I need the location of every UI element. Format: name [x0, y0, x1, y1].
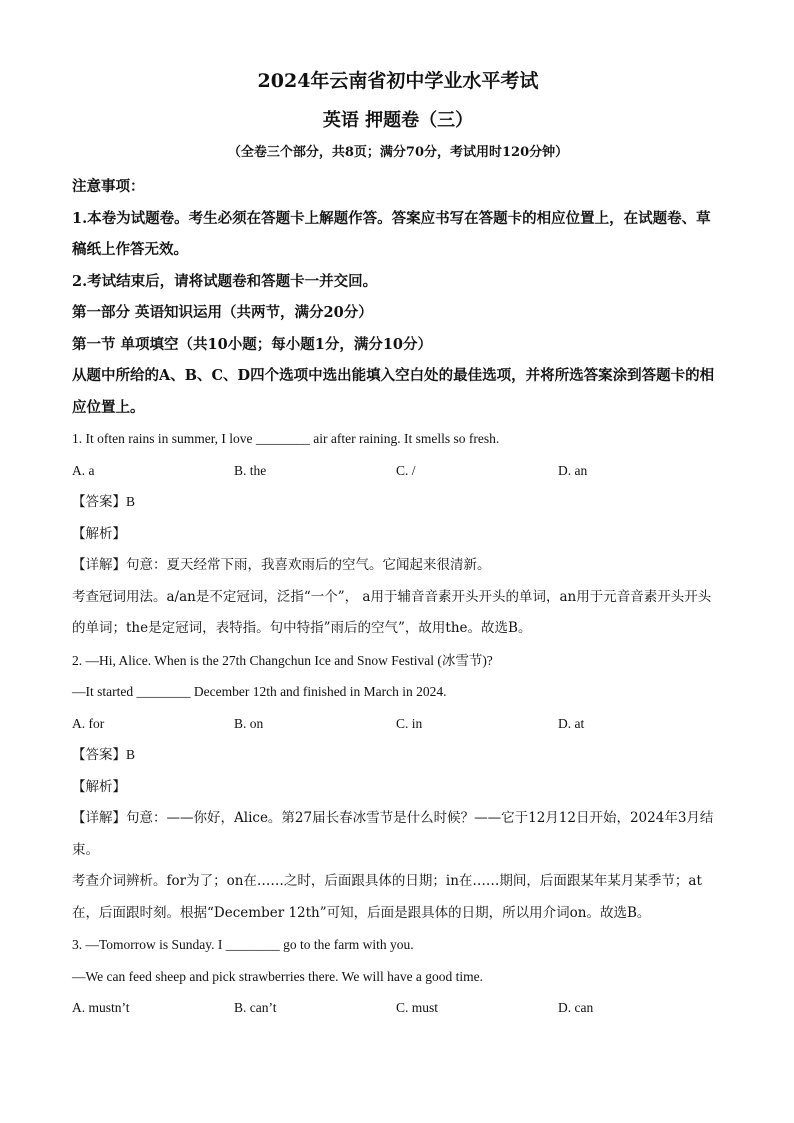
option-b: B. the — [234, 462, 267, 478]
part-heading: 第一部分 英语知识运用（共两节，满分20分） — [72, 304, 373, 321]
option-a: A. a — [72, 462, 95, 478]
answer-value: B — [126, 494, 136, 509]
option-c: C. / — [396, 462, 416, 478]
section-directions: 从题中所给的A、B、C、D四个选项中选出能填入空白处的最佳选项，并将所选答案涂到答题卡的相应位置上。 — [72, 367, 715, 416]
detail-line — [72, 803, 724, 866]
analysis-label: 【解析】 — [72, 778, 126, 795]
detail-line — [72, 550, 724, 582]
question-3 — [72, 929, 724, 1024]
exam-page — [72, 68, 724, 1024]
detail-label: 【详解】 — [72, 810, 126, 826]
explanation: 考查冠词用法。a/an是不定冠词，泛指“一个”， a用于辅音音素开头开头的单词，an用于元音音素开头开头的单词；the是定冠词，表特指。句中特指”雨后的空气”，故用the。故选B。 — [72, 588, 712, 636]
question-options — [72, 992, 724, 1024]
option-d: D. can — [558, 1000, 594, 1015]
option-c: C. in — [396, 715, 423, 731]
question-stem: 2. —Hi, Alice. When is the 27th Changchun Ice and Snow Festival (冰雪节)? — [72, 652, 493, 668]
question-stem: 1. It often rains in summer, I love ________ air after raining. It smells so fresh. — [72, 431, 500, 446]
answer-line — [72, 486, 724, 519]
option-d: D. at — [558, 715, 585, 731]
translation: 句意：——你好，Alice。第27届长春冰雪节是什么时候？——它于12月12日开始，2024年3月结束。 — [72, 810, 714, 858]
question-stem-reply: —It started ________ December 12th and finished in March in 2024. — [72, 684, 447, 699]
option-b: B. can’t — [234, 1000, 277, 1015]
question-stem: 3. —Tomorrow is Sunday. I ________ go to the farm with you. — [72, 937, 414, 952]
exam-title: 2024年云南省初中学业水平考试 — [257, 70, 539, 92]
instructions — [72, 171, 724, 297]
explanation: 考查介词辨析。for为了；on在……之时，后面跟具体的日期；in在……期间，后面跟某年某月某季节；at在，后面跟时刻。根据“December 12th”可知，后面是跟具体的日期，所以用介词on。故选B。 — [72, 873, 702, 921]
answer-label: 【答案】 — [72, 747, 126, 763]
analysis-label: 【解析】 — [72, 525, 126, 542]
instruction-item-2: 2.考试结束后，请将试题卷和答题卡一并交回。 — [72, 272, 378, 290]
option-a: A. mustn’t — [72, 1000, 130, 1015]
option-d: D. an — [558, 462, 588, 478]
answer-value: B — [126, 747, 136, 762]
question-options — [72, 455, 724, 487]
option-a: A. for — [72, 715, 105, 731]
question-2 — [72, 645, 724, 930]
option-c: C. must — [396, 1000, 439, 1015]
exam-note: （全卷三个部分，共8页；满分70分，考试用时120分钟） — [227, 145, 569, 160]
question-1 — [72, 423, 724, 645]
option-b: B. on — [234, 715, 264, 731]
section-heading: 第一节 单项填空（共10小题；每小题1分，满分10分） — [72, 335, 432, 353]
answer-line — [72, 739, 724, 772]
instructions-heading: 注意事项： — [72, 178, 145, 195]
detail-label: 【详解】 — [72, 557, 126, 573]
answer-label: 【答案】 — [72, 494, 126, 510]
question-stem-reply: —We can feed sheep and pick strawberries there. We will have a good time. — [72, 968, 484, 984]
translation: 句意：夏天经常下雨，我喜欢雨后的空气。它闻起来很清新。 — [126, 557, 491, 573]
instruction-item-1: 1.本卷为试题卷。考生必须在答题卡上解题作答。答案应书写在答题卡的相应位置上，在试题卷、草稿纸上作答无效。 — [72, 209, 711, 258]
paper-subtitle: 英语 押题卷（三） — [322, 110, 474, 131]
question-options — [72, 708, 724, 740]
